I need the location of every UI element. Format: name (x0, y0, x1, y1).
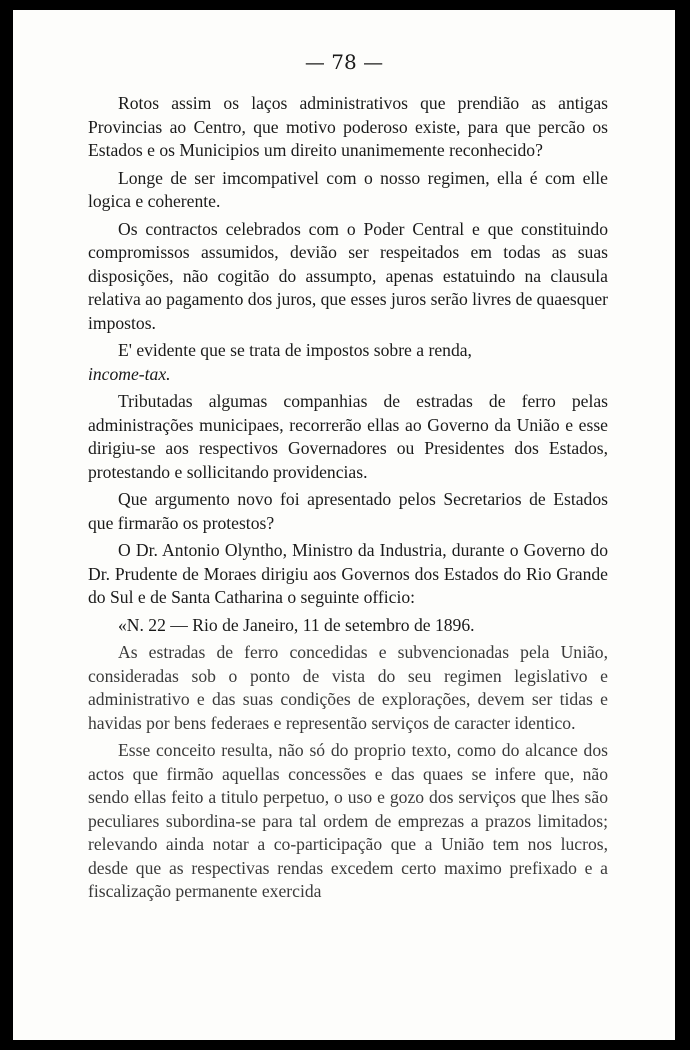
income-tax-term: income-tax. (88, 363, 171, 384)
paragraph-4: E' evidente que se trata de impostos sobre a renda, (118, 340, 472, 360)
paragraph-1: Rotos assim os laços administrativos que prendião as antigas Provincias ao Centro, que motivo poderoso existe, para que percão os Estados e os Municipios um direito unanimemente reconhecido? (88, 93, 608, 160)
letter-heading: «N. 22 — Rio de Janeiro, 11 de setembro de 1896. (118, 614, 475, 635)
page-number: — 78 — (304, 50, 384, 74)
paragraph-7: O Dr. Antonio Olyntho, Ministro da Industria, durante o Governo do Dr. Prudente de Moraes dirigiu aos Governos dos Estados do Rio Grande do Sul e de Santa Catharina o seguinte officio: (88, 540, 608, 607)
paragraph-5: Tributadas algumas companhias de estradas de ferro pelas administrações municipaes, recorrerão ellas ao Governo da União e esse dirigiu-se aos respectivos Governadores ou Presidentes dos Estados, protestando e sollicitando providencias. (88, 391, 608, 482)
body-text (88, 92, 608, 904)
book-page (13, 10, 675, 1040)
paragraph-6: Que argumento novo foi apresentado pelos Secretarios de Estados que firmarão os protestos? (88, 489, 608, 533)
paragraph-3: Os contractos celebrados com o Poder Central e que constituindo compromissos assumidos, devião ser respeitados em todas as suas disposições, não cogitão do assumpto, apenas estatuindo na clausula relativa ao pagamento dos juros, que esses juros serão livres de quaesquer impostos. (88, 218, 608, 333)
paragraph-8: As estradas de ferro concedidas e subvencionadas pela União, consideradas sob o ponto de vista do seu regimen legislativo e administrativo e das suas condições de explorações, devem ser tidas e havidas por bens federaes e representão serviços de caracter identico. (88, 642, 608, 733)
paragraph-9: Esse conceito resulta, não só do proprio texto, como do alcance dos actos que firmão aquellas concessões e das quaes se infere que, não sendo ellas feito a titulo perpetuo, o uso e gozo dos serviços que lhes são peculiares subordina-se para tal ordem de emprezas a prazos limitados; relevando ainda notar a co-participação que a União tem nos lucros, desde que as respectivas rendas excedem certo maximo prefixado e a fiscalização permanente exercida (88, 740, 608, 901)
paragraph-2: Longe de ser imcompativel com o nosso regimen, ella é com elle logica e coherente. (88, 167, 608, 211)
